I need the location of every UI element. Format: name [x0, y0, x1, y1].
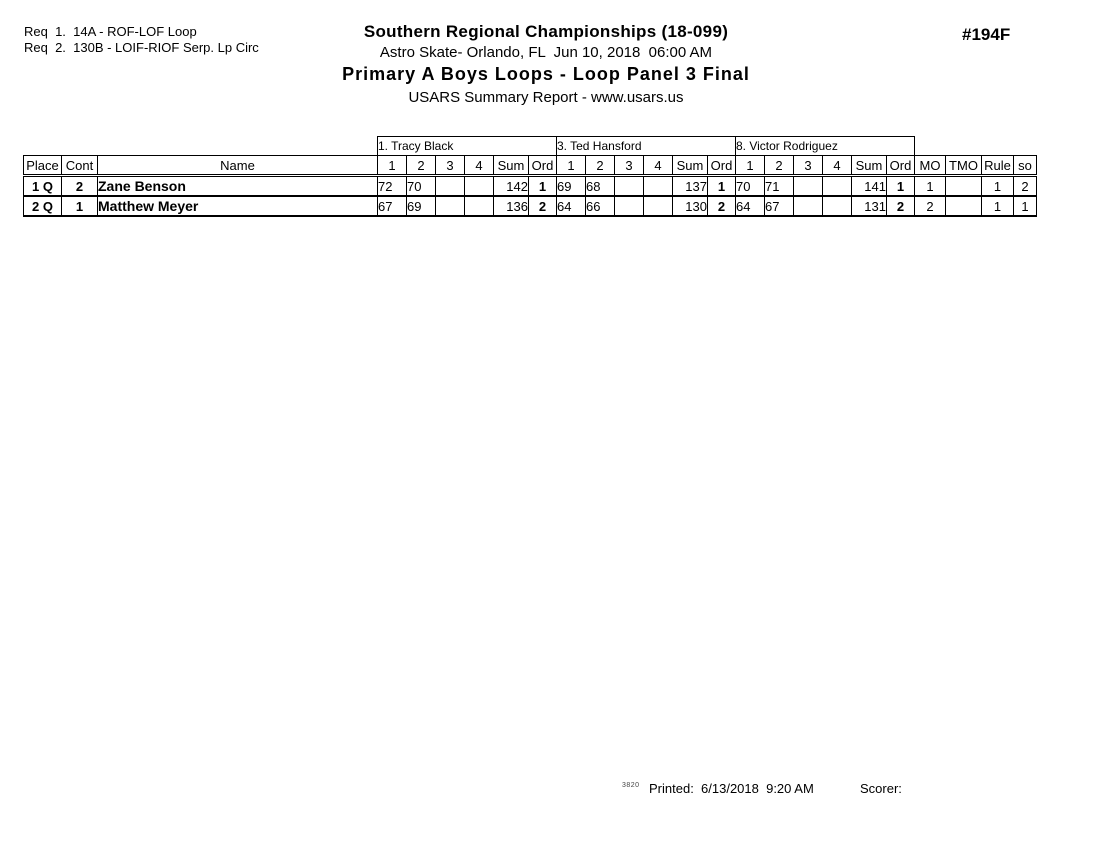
col-header-trial1: 1 [736, 156, 765, 176]
cont-cell: 2 [62, 176, 98, 197]
ord-cell: 1 [529, 176, 557, 197]
score-cell: 71 [765, 176, 794, 197]
col-header-ord: Ord [887, 156, 915, 176]
col-header-trial4: 4 [823, 156, 852, 176]
venue-date-line: Astro Skate- Orlando, FL Jun 10, 2018 06:00 AM [379, 44, 713, 61]
rule-cell: 1 [982, 196, 1014, 216]
place-cell: 1 Q [24, 176, 62, 197]
sum-cell: 130 [673, 196, 708, 216]
judge-header-row [24, 137, 1037, 156]
ord-cell: 2 [708, 196, 736, 216]
event-title: Primary A Boys Loops - Loop Panel 3 Final [342, 64, 750, 84]
requirement-line-1: Req 1. 14A - ROF-LOF Loop [24, 24, 197, 39]
judge-header-spacer-right [915, 137, 1037, 156]
score-cell: 64 [736, 196, 765, 216]
score-cell: 70 [407, 176, 436, 197]
score-cell: 69 [557, 176, 586, 197]
score-cell [615, 196, 644, 216]
col-header-trial2: 2 [407, 156, 436, 176]
ord-cell: 1 [708, 176, 736, 197]
score-cell: 66 [586, 196, 615, 216]
sum-cell: 136 [494, 196, 529, 216]
sum-cell: 142 [494, 176, 529, 197]
col-header-trial1: 1 [557, 156, 586, 176]
table-row [24, 196, 1037, 216]
score-cell: 72 [378, 176, 407, 197]
mo-cell: 2 [915, 196, 946, 216]
col-header-rule: Rule [982, 156, 1014, 176]
col-header-cont: Cont [62, 156, 98, 176]
results-table [23, 136, 1037, 217]
so-cell: 1 [1014, 196, 1037, 216]
score-cell [436, 176, 465, 197]
col-header-ord: Ord [708, 156, 736, 176]
judge-header-spacer-left [24, 137, 378, 156]
score-cell: 69 [407, 196, 436, 216]
col-header-trial4: 4 [644, 156, 673, 176]
judge-3-header: 8. Victor Rodriguez [736, 137, 915, 156]
col-header-so: so [1014, 156, 1037, 176]
col-header-sum: Sum [673, 156, 708, 176]
col-header-trial3: 3 [794, 156, 823, 176]
col-header-place: Place [24, 156, 62, 176]
cont-cell: 1 [62, 196, 98, 216]
score-cell [823, 176, 852, 197]
ord-cell: 2 [887, 196, 915, 216]
col-header-ord: Ord [529, 156, 557, 176]
sum-cell: 131 [852, 196, 887, 216]
col-header-trial4: 4 [465, 156, 494, 176]
report-header [0, 22, 1092, 106]
tmo-cell [946, 176, 982, 197]
ord-cell: 2 [529, 196, 557, 216]
score-cell: 70 [736, 176, 765, 197]
report-type-line: USARS Summary Report - www.usars.us [408, 89, 684, 106]
judge-1-header: 1. Tracy Black [378, 137, 557, 156]
skater-name: Matthew Meyer [98, 196, 378, 216]
document-number: #194F [962, 25, 1011, 44]
requirement-line-2: Req 2. 130B - LOIF-RIOF Serp. Lp Circ [24, 40, 259, 55]
so-cell: 2 [1014, 176, 1037, 197]
rule-cell: 1 [982, 176, 1014, 197]
score-cell: 64 [557, 196, 586, 216]
judge-2-header: 3. Ted Hansford [557, 137, 736, 156]
score-cell [644, 196, 673, 216]
col-header-name: Name [98, 156, 378, 176]
score-cell [465, 176, 494, 197]
col-header-trial2: 2 [765, 156, 794, 176]
col-header-sum: Sum [494, 156, 529, 176]
report-code: 3820 [622, 782, 640, 789]
score-cell [615, 176, 644, 197]
score-cell [794, 176, 823, 197]
score-cell [823, 196, 852, 216]
column-header-row [24, 156, 1037, 176]
col-header-trial1: 1 [378, 156, 407, 176]
skater-name: Zane Benson [98, 176, 378, 197]
score-cell: 67 [765, 196, 794, 216]
ord-cell: 1 [887, 176, 915, 197]
score-cell [465, 196, 494, 216]
col-header-trial3: 3 [436, 156, 465, 176]
sum-cell: 137 [673, 176, 708, 197]
score-cell [794, 196, 823, 216]
printed-timestamp: Printed: 6/13/2018 9:20 AM [649, 781, 814, 796]
sum-cell: 141 [852, 176, 887, 197]
col-header-trial2: 2 [586, 156, 615, 176]
score-cell: 68 [586, 176, 615, 197]
score-cell [644, 176, 673, 197]
table-row [24, 176, 1037, 197]
championship-title: Southern Regional Championships (18-099) [363, 22, 729, 41]
col-header-sum: Sum [852, 156, 887, 176]
score-cell: 67 [378, 196, 407, 216]
col-header-trial3: 3 [615, 156, 644, 176]
place-cell: 2 Q [24, 196, 62, 216]
col-header-mo: MO [915, 156, 946, 176]
col-header-tmo: TMO [946, 156, 982, 176]
score-cell [436, 196, 465, 216]
scorer-label: Scorer: [860, 781, 902, 796]
tmo-cell [946, 196, 982, 216]
mo-cell: 1 [915, 176, 946, 197]
